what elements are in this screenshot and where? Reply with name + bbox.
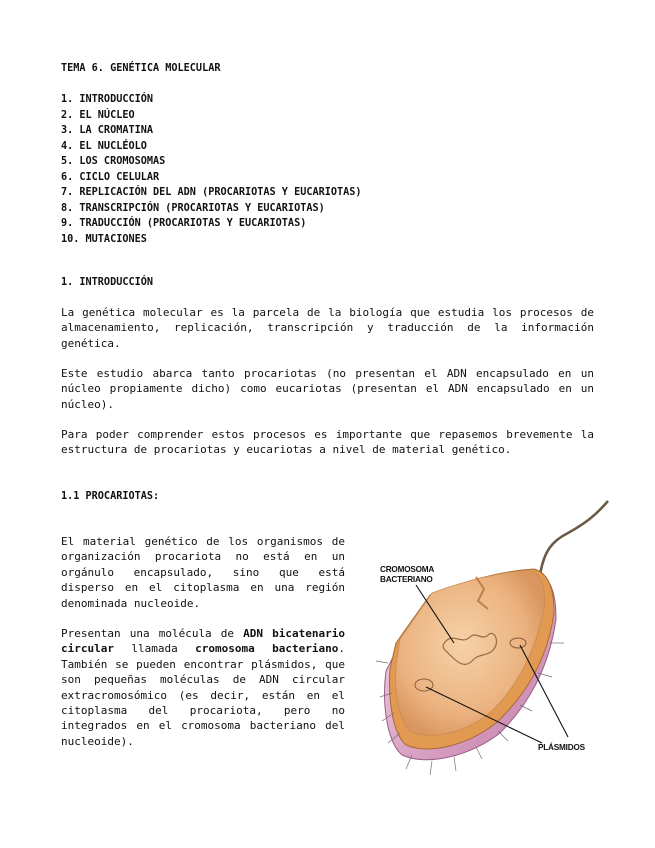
table-of-contents <box>61 92 362 247</box>
chromosome-label <box>380 565 434 584</box>
toc-item: 9. TRADUCCIÓN (PROCARIOTAS Y EUCARIOTAS) <box>61 218 307 229</box>
toc-item: 6. CICLO CELULAR <box>61 171 160 183</box>
paragraph: La genética molecular es la parcela de la biología que estudia los procesos de almacenamiento, replicación, transcripción y traducción de la información genética. <box>61 306 594 350</box>
text-run: Presentan una molécula de <box>61 627 244 640</box>
bacterium-drawing <box>372 493 620 779</box>
toc-item: 3. LA CROMATINA <box>61 125 154 136</box>
document-title: TEMA 6. GENÉTICA MOLECULAR <box>61 63 221 74</box>
toc-item: 4. EL NUCLÉOLO <box>61 140 147 152</box>
paragraph-with-bold-terms <box>61 626 345 749</box>
cytoplasm <box>396 570 545 735</box>
toc-item: 8. TRANSCRIPCIÓN (PROCARIOTAS Y EUCARIOTAS) <box>61 202 325 214</box>
paragraph: El material genético de los organismos de organización procariota no está en un orgánulo encapsulado, sino que está disperso en el citoplasma en una región denominada nucleoide. <box>61 535 345 610</box>
bold-term-adn-bicatenario: ADN bicatenario circular <box>61 627 346 656</box>
section-heading-introduccion: 1. INTRODUCCIÓN <box>61 277 154 288</box>
chromosome-label-line1: CROMOSOMA <box>380 565 435 574</box>
text-run: llamada <box>113 642 196 656</box>
toc-item: 2. EL NÚCLEO <box>61 109 135 121</box>
toc-item: 5. LOS CROMOSOMAS <box>61 156 166 167</box>
paragraph: Este estudio abarca tanto procariotas (no presentan el ADN encapsulado en un núcleo propiamente dicho) como eucariotas (presentan el ADN encapsulado en un núcleo). <box>61 367 594 411</box>
section-heading-procariotas: 1.1 PROCARIOTAS: <box>61 491 160 502</box>
flagellum <box>540 501 608 575</box>
toc-item: 10. MUTACIONES <box>61 233 147 245</box>
chromosome-label-line2: BACTERIANO <box>380 574 433 584</box>
text-run: . También se pueden encontrar plásmidos, que son pequeñas moléculas de ADN circular extracromosómico (es decir, están en el citoplasma del procariota, pero no integrados en el cromosoma bacteriano del nucleoide). <box>61 642 345 748</box>
bold-term-cromosoma-bacteriano: cromosoma bacteriano <box>195 642 339 656</box>
toc-item: 1. INTRODUCCIÓN <box>61 94 154 105</box>
toc-item: 7. REPLICACIÓN DEL ADN (PROCARIOTAS Y EUCARIOTAS) <box>61 187 362 198</box>
plasmids-label: PLÁSMIDOS <box>538 743 585 752</box>
paragraph: Para poder comprender estos procesos es importante que repasemos brevemente la estructura de procariotas y eucariotas a nivel de material genético. <box>61 428 594 457</box>
bacterium-illustration <box>372 493 620 779</box>
